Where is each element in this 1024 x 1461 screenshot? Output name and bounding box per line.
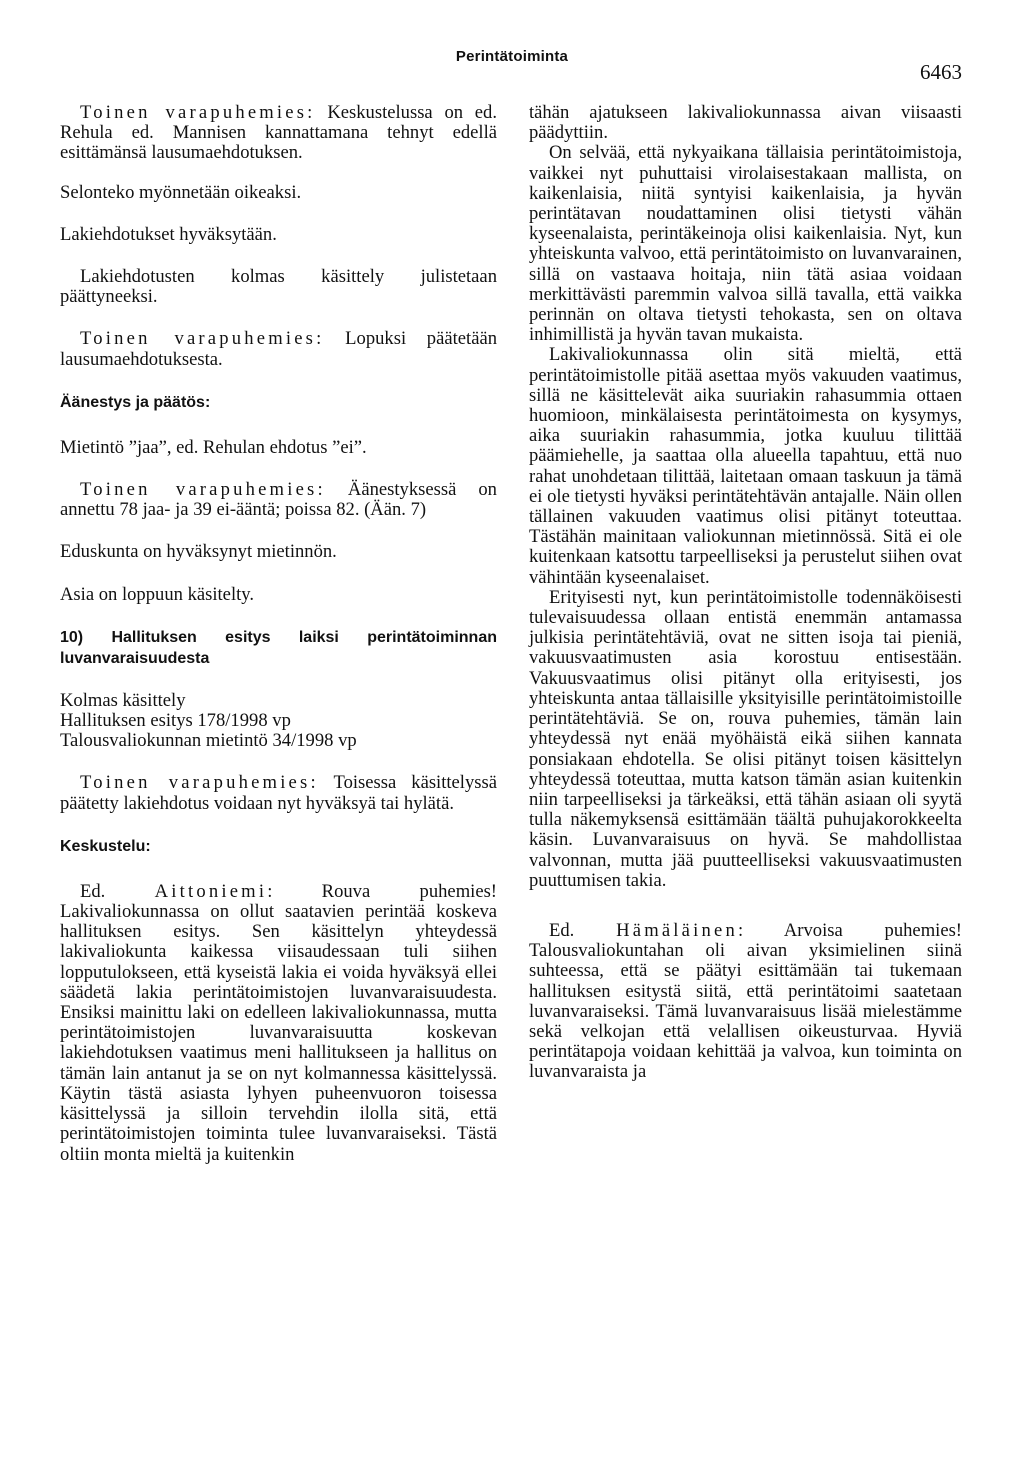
paragraph: On selvää, että nykyaikana tällaisia perintätoimistoja, vaikkei nyt puhuttaisi virolaisestakaan mallista, on kaikenlaisia, niitä syntyisi kaikenlaisia, ja hyvän perintätavan noudattaminen olisi tietysti vähän kyseenalaista, perintäkeinoja olisi kaikenlaisia. Nyt, kun yhteiskunta valvoo, että perintätoimisto on luvanvarainen, sillä on vastaava hoitaja, niin tätä asiaa voidaan merkittävästi paremmin valvoa sillä tavalla, että vaikka perinnän on oltava tietysti tehokasta, sen on oltava inhimillistä ja hyvän tavan mukaista.: [529, 142, 962, 346]
speech-text: Toisessa käsittelyssä päätetty lakiehdotus voidaan nyt hyväksyä tai hylätä.: [60, 772, 497, 814]
speech-paragraph: [529, 921, 962, 1083]
paragraph: tähän ajatukseen lakivaliokunnassa aivan viisaasti päädyttiin.: [529, 102, 962, 144]
speech-text: : Arvoisa puhemies! Talousvaliokuntahan oli aivan yksimielinen siinä suhteessa, että se päätyi esittämään tai tukemaan hallituksen esitystä siitä, että perintätoimi saatetaan luvanvaraiseksi. Tämä luvanvaraisuus lisää mielestämme sekä velkojan että velallisen oikeusturvaa. Hyviä perintätapoja voidaan kehittää ja valvoa, kun toiminta on luvanvaraista ja: [529, 919, 962, 1083]
right-column: [529, 103, 962, 1083]
paragraph: Lakivaliokunnassa olin sitä mieltä, että perintätoimistolle pitää asettaa myös vakuuden vaatimus, sillä ne käsittelevät aika suuriakin rahasummia ottaen huomioon, minkälaisesta perintätoimesta on kysymys, aika suuriakin rahasummia, jotka kuuluu tilittää päämiehelle, ja saattaa olla alueella tapahtuu, että nuo rahat unohdetaan tilittää, laitetaan omaan taskuun ja tämä ei ole tietysti hyväksi perintätehtävän antajalle. Näin ollen tällainen vakuuden vaatimus olisi pitänyt toteuttaa. Tästähän mainitaan valiokunnan mietinnössä. Sitä ei ole kuitenkaan katsottu tarpeelliseksi ja perustelut siihen ovat vähintään kyseenalaiset.: [529, 344, 962, 588]
speaker-name: Aittoniemi: [154, 880, 268, 902]
speaker-name: Toinen varapuhemies:: [80, 328, 325, 350]
left-column: [60, 103, 497, 1165]
vote-heading: Äänestys ja päätös:: [60, 393, 211, 411]
speech-paragraph: [60, 773, 497, 813]
page-header-title: Perintätoiminta: [455, 48, 569, 65]
paragraph: Selonteko myönnetään oikeaksi.: [60, 181, 302, 203]
speech-paragraph: [60, 480, 497, 520]
speech-text: Keskustelussa on ed. Rehula ed. Mannisen kannattamana tehnyt edellä esittämänsä lausumaehdotuksen.: [60, 102, 497, 164]
page-number: 6463: [920, 60, 962, 84]
speech-text: Lopuksi päätetään lausumaehdotuksesta.: [60, 328, 497, 370]
info-line: Talousvaliokunnan mietintö 34/1998 vp: [60, 730, 357, 752]
info-line: Kolmas käsittely: [60, 689, 186, 711]
speaker-name: Toinen varapuhemies:: [80, 479, 326, 501]
speech-paragraph: [60, 103, 497, 164]
discussion-heading: Keskustelu:: [60, 837, 151, 855]
speech-text: : Rouva puhemies! Lakivaliokunnassa on ollut saatavien perintää koskeva hallituksen esitys. Sen käsittelyn yhteydessä lakivaliokunta kaikessa viisaudessaan tuli siihen lopputulokseen, että kyseistä lakia ei voida hyväksyä ellei säädetä lakia perintätoimistojen luvanvaraisuudesta. Ensiksi mainittu laki on edelleen lakivaliokunnassa, mutta perintätoimistojen luvanvaraisuutta koskevan lakiehdotuksen vaatimus meni hallitukseen ja hallitus on tämän lain antanut ja se on nyt kolmannessa käsittelyssä. Käytin tästä asiasta lyhyen puheenvuoron toisessa käsittelyssä ja silloin tervehdin ilolla sitä, että perintätoimistojen toiminta tulee luvanvaraiseksi. Tästä oltiin monta mieltä ja kuitenkin: [60, 880, 497, 1165]
paragraph: Mietintö ”jaa”, ed. Rehulan ehdotus ”ei”.: [60, 436, 367, 458]
speech-text: Äänestyksessä on annettu 78 jaa- ja 39 ei-ääntä; poissa 82. (Ään. 7): [60, 479, 497, 521]
speaker-name: Hämäläinen: [616, 919, 738, 941]
speaker-name: Toinen varapuhemies:: [80, 772, 319, 794]
speech-prefix: Ed.: [80, 880, 155, 902]
paragraph: Lakiehdotukset hyväksytään.: [60, 223, 277, 245]
paragraph: Asia on loppuun käsitelty.: [60, 583, 255, 605]
paragraph: Lakiehdotusten kolmas käsittely julistetaan päättyneeksi.: [60, 266, 497, 308]
speech-prefix: Ed.: [549, 919, 617, 941]
speaker-name: Toinen varapuhemies:: [80, 102, 316, 123]
speech-paragraph: [60, 329, 497, 369]
paragraph: Eduskunta on hyväksynyt mietinnön.: [60, 541, 337, 563]
paragraph: Erityisesti nyt, kun perintätoimistolle todennäköisesti tulevaisuudessa ollaan entistä enemmän antamassa julkisia perintätehtäviä, ovat ne sitten isoja tai pieniä, vakuusvaatimusten asia korostuu entisestään. Vakuusvaatimus olisi pitänyt olla erityisesti, jos yhteiskunta antaa tällaisille yksityisille perintätoimistoille perintätehtäviä. Se on, rouva puhemies, tämän lain yhteydessä nyt enää myöhäistä eikä siihen kannata ponsiakaan ehdotella. Se olisi pitänyt toisen käsittelyn yhteydessä toteuttaa, mutta katson tämän asian kuitenkin niin tarpeelliseksi ja tärkeäksi, että tähän asiaan oli syytä tulla näkemyksensä esittämään täältä puhujakorokkeelta käsin. Luvanvaraisuus on hyvä. Se mahdollistaa valvonnan, mutta jää puutteelliseksi vakuusvaatimusten puuttumisen takia.: [529, 586, 962, 891]
speech-paragraph: [60, 882, 497, 1165]
info-line: Hallituksen esitys 178/1998 vp: [60, 710, 291, 732]
section-heading: 10) Hallituksen esitys laiksi perintätoiminnan luvanvaraisuudesta: [60, 628, 497, 667]
